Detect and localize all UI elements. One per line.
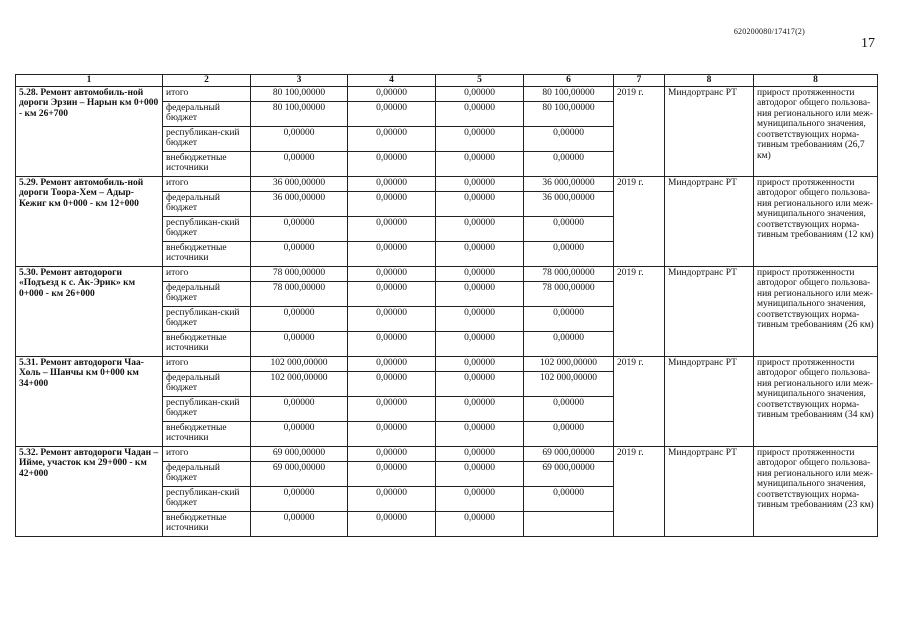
project-result: прирост протяженности автодорог общего пользова-ния регионального или меж-муниципального значения, соответствующих норма-тивным требованиям (26 км) [754, 266, 878, 356]
value-col4: 0,00000 [348, 331, 436, 356]
project-executor: Миндортранс РТ [665, 266, 754, 356]
value-col4: 0,00000 [348, 421, 436, 446]
value-col6: 69 000,00000 [524, 461, 614, 486]
column-header: 7 [614, 75, 665, 87]
table-row [16, 266, 878, 281]
value-col4: 0,00000 [348, 216, 436, 241]
funding-source: внебюджетные источники [163, 151, 251, 176]
table-row [16, 446, 878, 461]
page-number: 17 [861, 36, 875, 51]
value-col5: 0,00000 [436, 396, 524, 421]
table-row [16, 356, 878, 371]
value-col6: 0,00000 [524, 396, 614, 421]
funding-source: итого [163, 176, 251, 191]
value-col5: 0,00000 [436, 511, 524, 536]
project-executor: Миндортранс РТ [665, 86, 754, 176]
value-col6: 0,00000 [524, 486, 614, 511]
value-total: 0,00000 [251, 241, 348, 266]
column-header: 3 [251, 75, 348, 87]
project-name: 5.32. Ремонт автодороги Чадан – Ийме, участок км 29+000 - км 42+000 [16, 446, 163, 536]
document-number: 620200080/17417(2) [733, 27, 805, 36]
project-name: 5.31. Ремонт автодороги Чаа-Холь – Шанчы км 0+000 км 34+000 [16, 356, 163, 446]
value-total: 78 000,00000 [251, 266, 348, 281]
value-col5: 0,00000 [436, 331, 524, 356]
project-executor: Миндортранс РТ [665, 356, 754, 446]
value-col5: 0,00000 [436, 281, 524, 306]
value-total: 0,00000 [251, 421, 348, 446]
value-col5: 0,00000 [436, 176, 524, 191]
value-col6 [524, 511, 614, 536]
funding-source: внебюджетные источники [163, 511, 251, 536]
value-col5: 0,00000 [436, 486, 524, 511]
project-name: 5.29. Ремонт автомобиль-ной дороги Тоора-Хем – Адыр-Кежиг км 0+000 - км 12+000 [16, 176, 163, 266]
value-total: 102 000,00000 [251, 356, 348, 371]
value-col4: 0,00000 [348, 511, 436, 536]
funding-source: итого [163, 266, 251, 281]
value-col4: 0,00000 [348, 371, 436, 396]
value-col5: 0,00000 [436, 191, 524, 216]
funding-source: внебюджетные источники [163, 241, 251, 266]
value-col4: 0,00000 [348, 191, 436, 216]
value-col4: 0,00000 [348, 266, 436, 281]
value-col5: 0,00000 [436, 151, 524, 176]
value-col6: 78 000,00000 [524, 266, 614, 281]
value-col4: 0,00000 [348, 356, 436, 371]
value-col4: 0,00000 [348, 281, 436, 306]
project-year: 2019 г. [614, 266, 665, 356]
value-col4: 0,00000 [348, 176, 436, 191]
value-total: 78 000,00000 [251, 281, 348, 306]
value-col6: 0,00000 [524, 331, 614, 356]
table-row [16, 86, 878, 101]
value-col6: 0,00000 [524, 126, 614, 151]
value-col4: 0,00000 [348, 241, 436, 266]
value-col5: 0,00000 [436, 421, 524, 446]
value-col6: 102 000,00000 [524, 371, 614, 396]
funding-source: федеральный бюджет [163, 371, 251, 396]
value-col6: 80 100,00000 [524, 101, 614, 126]
value-total: 0,00000 [251, 126, 348, 151]
project-year: 2019 г. [614, 356, 665, 446]
value-col4: 0,00000 [348, 126, 436, 151]
value-col6: 80 100,00000 [524, 86, 614, 101]
value-total: 69 000,00000 [251, 446, 348, 461]
funding-source: республикан-ский бюджет [163, 216, 251, 241]
value-total: 80 100,00000 [251, 101, 348, 126]
funding-source: республикан-ский бюджет [163, 126, 251, 151]
funding-source: внебюджетные источники [163, 421, 251, 446]
project-result: прирост протяженности автодорог общего пользова-ния регионального или меж-муниципального значения, соответствующих норма-тивным требованиям (26,7 км) [754, 86, 878, 176]
value-col5: 0,00000 [436, 371, 524, 396]
value-col6: 0,00000 [524, 151, 614, 176]
value-col5: 0,00000 [436, 126, 524, 151]
project-result: прирост протяженности автодорог общего пользова-ния регионального или меж-муниципального значения, соответствующих норма-тивным требованиям (12 км) [754, 176, 878, 266]
column-header: 8 [665, 75, 754, 87]
value-col4: 0,00000 [348, 306, 436, 331]
value-total: 80 100,00000 [251, 86, 348, 101]
value-col4: 0,00000 [348, 151, 436, 176]
value-col4: 0,00000 [348, 86, 436, 101]
value-total: 0,00000 [251, 331, 348, 356]
funding-source: республикан-ский бюджет [163, 306, 251, 331]
funding-source: федеральный бюджет [163, 101, 251, 126]
funding-source: федеральный бюджет [163, 281, 251, 306]
value-col4: 0,00000 [348, 101, 436, 126]
value-col5: 0,00000 [436, 101, 524, 126]
budget-table [15, 74, 878, 537]
funding-source: федеральный бюджет [163, 461, 251, 486]
column-header: 6 [524, 75, 614, 87]
value-col6: 0,00000 [524, 216, 614, 241]
column-header: 5 [436, 75, 524, 87]
funding-source: итого [163, 86, 251, 101]
column-header: 2 [163, 75, 251, 87]
table-row [16, 176, 878, 191]
table-body [16, 86, 878, 536]
project-name: 5.30. Ремонт автодороги «Подъезд к с. Ак-Эрик» км 0+000 - км 26+000 [16, 266, 163, 356]
funding-source: итого [163, 446, 251, 461]
project-year: 2019 г. [614, 446, 665, 536]
column-header: 1 [16, 75, 163, 87]
value-total: 102 000,00000 [251, 371, 348, 396]
value-col4: 0,00000 [348, 461, 436, 486]
value-col5: 0,00000 [436, 266, 524, 281]
value-total: 0,00000 [251, 486, 348, 511]
value-col4: 0,00000 [348, 446, 436, 461]
funding-source: республикан-ский бюджет [163, 486, 251, 511]
value-total: 0,00000 [251, 306, 348, 331]
value-col6: 0,00000 [524, 421, 614, 446]
value-total: 36 000,00000 [251, 191, 348, 216]
value-col4: 0,00000 [348, 486, 436, 511]
value-col5: 0,00000 [436, 356, 524, 371]
project-result: прирост протяженности автодорог общего пользова-ния регионального или меж-муниципального значения, соответствующих норма-тивным требованиям (23 км) [754, 446, 878, 536]
value-col6: 36 000,00000 [524, 176, 614, 191]
value-total: 69 000,00000 [251, 461, 348, 486]
value-col4: 0,00000 [348, 396, 436, 421]
value-col5: 0,00000 [436, 306, 524, 331]
value-col5: 0,00000 [436, 86, 524, 101]
column-numbers-row [16, 75, 878, 87]
funding-source: федеральный бюджет [163, 191, 251, 216]
value-col5: 0,00000 [436, 241, 524, 266]
value-col6: 69 000,00000 [524, 446, 614, 461]
value-col6: 78 000,00000 [524, 281, 614, 306]
funding-source: республикан-ский бюджет [163, 396, 251, 421]
value-total: 36 000,00000 [251, 176, 348, 191]
value-col6: 0,00000 [524, 241, 614, 266]
value-total: 0,00000 [251, 151, 348, 176]
value-col5: 0,00000 [436, 461, 524, 486]
value-total: 0,00000 [251, 216, 348, 241]
column-header: 4 [348, 75, 436, 87]
project-result: прирост протяженности автодорог общего пользова-ния регионального или меж-муниципального значения, соответствующих норма-тивным требованиям (34 км) [754, 356, 878, 446]
column-header: 8 [754, 75, 878, 87]
value-total: 0,00000 [251, 511, 348, 536]
value-total: 0,00000 [251, 396, 348, 421]
project-executor: Миндортранс РТ [665, 446, 754, 536]
funding-source: внебюджетные источники [163, 331, 251, 356]
value-col6: 36 000,00000 [524, 191, 614, 216]
value-col5: 0,00000 [436, 446, 524, 461]
project-year: 2019 г. [614, 176, 665, 266]
value-col5: 0,00000 [436, 216, 524, 241]
value-col6: 102 000,00000 [524, 356, 614, 371]
value-col6: 0,00000 [524, 306, 614, 331]
funding-source: итого [163, 356, 251, 371]
project-executor: Миндортранс РТ [665, 176, 754, 266]
project-year: 2019 г. [614, 86, 665, 176]
project-name: 5.28. Ремонт автомобиль-ной дороги Эрзин – Нарын км 0+000 - км 26+700 [16, 86, 163, 176]
